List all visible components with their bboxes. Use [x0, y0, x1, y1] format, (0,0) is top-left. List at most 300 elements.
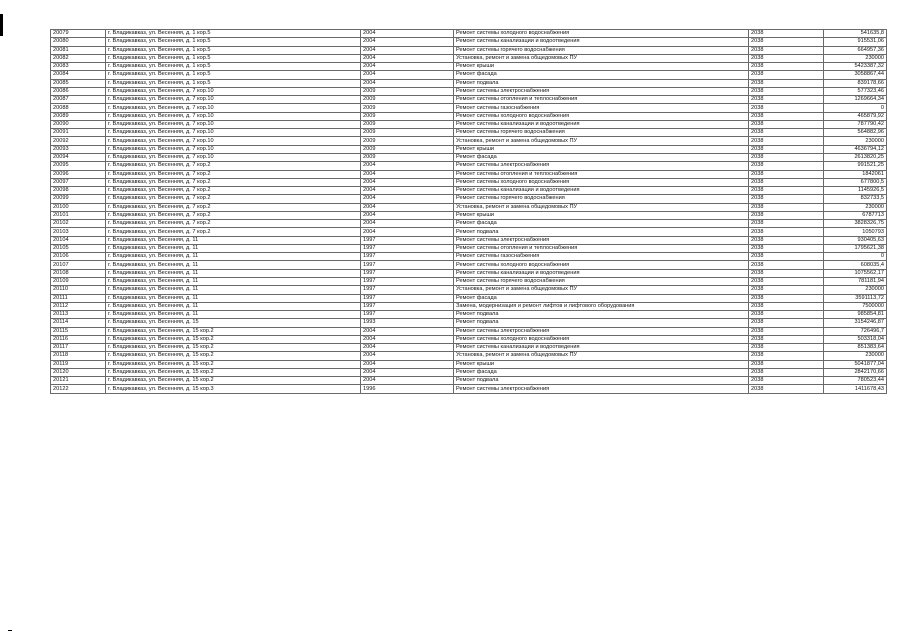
address-cell: г. Владикавказ, ул. Весенняя, д. 1 кор.5 — [106, 38, 361, 46]
row-id-cell: 20114 — [51, 319, 106, 327]
row-id-cell: 20106 — [51, 253, 106, 261]
build-year-cell: 1997 — [361, 286, 454, 294]
row-id-cell: 20087 — [51, 96, 106, 104]
address-cell: г. Владикавказ, ул. Весенняя, д. 7 кор.10 — [106, 96, 361, 104]
build-year-cell: 1993 — [361, 319, 454, 327]
build-year-cell: 2004 — [361, 327, 454, 335]
planned-year-cell: 2038 — [749, 253, 824, 261]
row-id-cell: 20085 — [51, 79, 106, 87]
cost-cell: 677800,5 — [824, 178, 887, 186]
address-cell: г. Владикавказ, ул. Весенняя, д. 7 кор.10 — [106, 112, 361, 120]
address-cell: г. Владикавказ, ул. Весенняя, д. 7 кор.2 — [106, 203, 361, 211]
work-type-cell: Ремонт системы газоснабжения — [454, 253, 749, 261]
table-row — [51, 71, 887, 79]
work-type-cell: Ремонт системы канализации и водоотведения — [454, 344, 749, 352]
planned-year-cell: 2038 — [749, 71, 824, 79]
address-cell: г. Владикавказ, ул. Весенняя, д. 7 кор.10 — [106, 120, 361, 128]
row-id-cell: 20113 — [51, 311, 106, 319]
work-type-cell: Ремонт системы отопления и теплоснабжения — [454, 244, 749, 252]
table-row — [51, 302, 887, 310]
build-year-cell: 2004 — [361, 178, 454, 186]
build-year-cell: 1997 — [361, 244, 454, 252]
build-year-cell: 2004 — [361, 352, 454, 360]
row-id-cell: 20102 — [51, 220, 106, 228]
build-year-cell: 2009 — [361, 137, 454, 145]
row-id-cell: 20116 — [51, 335, 106, 343]
work-type-cell: Ремонт фасада — [454, 153, 749, 161]
planned-year-cell: 2038 — [749, 244, 824, 252]
planned-year-cell: 2038 — [749, 170, 824, 178]
work-type-cell: Ремонт системы электроснабжения — [454, 162, 749, 170]
row-id-cell: 20079 — [51, 30, 106, 38]
address-cell: г. Владикавказ, ул. Весенняя, д. 7 кор.10 — [106, 137, 361, 145]
planned-year-cell: 2038 — [749, 30, 824, 38]
table-row — [51, 79, 887, 87]
document-sheet — [50, 29, 884, 394]
table-row — [51, 311, 887, 319]
work-type-cell: Установка, ремонт и замена общедомовых ПУ — [454, 137, 749, 145]
planned-year-cell: 2038 — [749, 286, 824, 294]
cost-cell: 3154246,87 — [824, 319, 887, 327]
row-id-cell: 20092 — [51, 137, 106, 145]
build-year-cell: 2009 — [361, 129, 454, 137]
work-type-cell: Ремонт системы холодного водоснабжения — [454, 30, 749, 38]
row-id-cell: 20088 — [51, 104, 106, 112]
table-row — [51, 203, 887, 211]
planned-year-cell: 2038 — [749, 327, 824, 335]
build-year-cell: 2004 — [361, 170, 454, 178]
cost-cell: 851383,64 — [824, 344, 887, 352]
cost-cell: 564882,96 — [824, 129, 887, 137]
address-cell: г. Владикавказ, ул. Весенняя, д. 7 кор.2 — [106, 211, 361, 219]
table-row — [51, 377, 887, 385]
address-cell: г. Владикавказ, ул. Весенняя, д. 7 кор.2 — [106, 162, 361, 170]
work-type-cell: Замена, модернизация и ремонт лифтов и лифтового оборудования — [454, 302, 749, 310]
address-cell: г. Владикавказ, ул. Весенняя, д. 11 — [106, 244, 361, 252]
cost-cell: 577323,46 — [824, 87, 887, 95]
address-cell: г. Владикавказ, ул. Весенняя, д. 7 кор.2 — [106, 195, 361, 203]
cost-cell: 991521,25 — [824, 162, 887, 170]
table-row — [51, 385, 887, 393]
cost-cell: 5423387,32 — [824, 63, 887, 71]
table-row — [51, 269, 887, 277]
cost-cell: 3591113,72 — [824, 294, 887, 302]
build-year-cell: 2004 — [361, 63, 454, 71]
build-year-cell: 2009 — [361, 104, 454, 112]
work-type-cell: Ремонт фасада — [454, 71, 749, 79]
work-type-cell: Ремонт системы холодного водоснабжения — [454, 112, 749, 120]
build-year-cell: 2009 — [361, 145, 454, 153]
address-cell: г. Владикавказ, ул. Весенняя, д. 7 кор.10 — [106, 145, 361, 153]
row-id-cell: 20117 — [51, 344, 106, 352]
table-row — [51, 220, 887, 228]
row-id-cell: 20122 — [51, 385, 106, 393]
build-year-cell: 2004 — [361, 368, 454, 376]
table-row — [51, 211, 887, 219]
work-type-cell: Ремонт фасада — [454, 294, 749, 302]
work-type-cell: Ремонт подвала — [454, 377, 749, 385]
cost-cell: 503318,04 — [824, 335, 887, 343]
table-row — [51, 30, 887, 38]
planned-year-cell: 2038 — [749, 377, 824, 385]
table-row — [51, 228, 887, 236]
table-row — [51, 294, 887, 302]
planned-year-cell: 2038 — [749, 120, 824, 128]
row-id-cell: 20121 — [51, 377, 106, 385]
table-row — [51, 63, 887, 71]
work-type-cell: Ремонт системы канализации и водоотведения — [454, 269, 749, 277]
build-year-cell: 2004 — [361, 46, 454, 54]
address-cell: г. Владикавказ, ул. Весенняя, д. 11 — [106, 269, 361, 277]
planned-year-cell: 2038 — [749, 79, 824, 87]
table-row — [51, 236, 887, 244]
table-row — [51, 178, 887, 186]
address-cell: г. Владикавказ, ул. Весенняя, д. 7 кор.10 — [106, 87, 361, 95]
address-cell: г. Владикавказ, ул. Весенняя, д. 15 кор.2 — [106, 344, 361, 352]
address-cell: г. Владикавказ, ул. Весенняя, д. 1 кор.5 — [106, 79, 361, 87]
work-type-cell: Ремонт системы газоснабжения — [454, 104, 749, 112]
address-cell: г. Владикавказ, ул. Весенняя, д. 7 кор.2 — [106, 228, 361, 236]
cost-cell: 1842061 — [824, 170, 887, 178]
address-cell: г. Владикавказ, ул. Весенняя, д. 1 кор.5 — [106, 54, 361, 62]
planned-year-cell: 2038 — [749, 104, 824, 112]
table-row — [51, 327, 887, 335]
address-cell: г. Владикавказ, ул. Весенняя, д. 11 — [106, 302, 361, 310]
planned-year-cell: 2038 — [749, 112, 824, 120]
work-type-cell: Установка, ремонт и замена общедомовых ПУ — [454, 54, 749, 62]
planned-year-cell: 2038 — [749, 129, 824, 137]
cost-cell: 608035,4 — [824, 261, 887, 269]
address-cell: г. Владикавказ, ул. Весенняя, д. 11 — [106, 253, 361, 261]
work-type-cell: Ремонт крыши — [454, 360, 749, 368]
build-year-cell: 2009 — [361, 120, 454, 128]
planned-year-cell: 2038 — [749, 87, 824, 95]
row-id-cell: 20115 — [51, 327, 106, 335]
table-row — [51, 195, 887, 203]
build-year-cell: 1997 — [361, 253, 454, 261]
cost-cell: 787790,42 — [824, 120, 887, 128]
planned-year-cell: 2038 — [749, 187, 824, 195]
build-year-cell: 2004 — [361, 38, 454, 46]
row-id-cell: 20099 — [51, 195, 106, 203]
repair-schedule-table — [50, 29, 887, 394]
address-cell: г. Владикавказ, ул. Весенняя, д. 11 — [106, 261, 361, 269]
row-id-cell: 20094 — [51, 153, 106, 161]
table-row — [51, 319, 887, 327]
planned-year-cell: 2038 — [749, 352, 824, 360]
planned-year-cell: 2038 — [749, 46, 824, 54]
cost-cell: 541635,8 — [824, 30, 887, 38]
planned-year-cell: 2038 — [749, 211, 824, 219]
cost-cell: 4636794,12 — [824, 145, 887, 153]
cost-cell: 1269664,34 — [824, 96, 887, 104]
address-cell: г. Владикавказ, ул. Весенняя, д. 7 кор.10 — [106, 129, 361, 137]
table-row — [51, 344, 887, 352]
cost-cell: 465879,92 — [824, 112, 887, 120]
build-year-cell: 2004 — [361, 54, 454, 62]
row-id-cell: 20090 — [51, 120, 106, 128]
address-cell: г. Владикавказ, ул. Весенняя, д. 15 — [106, 319, 361, 327]
table-row — [51, 38, 887, 46]
planned-year-cell: 2038 — [749, 236, 824, 244]
cost-cell: 7500000 — [824, 302, 887, 310]
work-type-cell: Ремонт крыши — [454, 211, 749, 219]
table-body — [51, 30, 887, 394]
address-cell: г. Владикавказ, ул. Весенняя, д. 11 — [106, 277, 361, 285]
build-year-cell: 2009 — [361, 112, 454, 120]
work-type-cell: Ремонт системы электроснабжения — [454, 385, 749, 393]
work-type-cell: Ремонт подвала — [454, 319, 749, 327]
address-cell: г. Владикавказ, ул. Весенняя, д. 15 кор.2 — [106, 368, 361, 376]
address-cell: г. Владикавказ, ул. Весенняя, д. 15 кор.2 — [106, 327, 361, 335]
cost-cell: 781181,94 — [824, 277, 887, 285]
build-year-cell: 1997 — [361, 261, 454, 269]
table-row — [51, 261, 887, 269]
address-cell: г. Владикавказ, ул. Весенняя, д. 11 — [106, 286, 361, 294]
work-type-cell: Ремонт системы электроснабжения — [454, 87, 749, 95]
cost-cell: 2842170,66 — [824, 368, 887, 376]
row-id-cell: 20111 — [51, 294, 106, 302]
build-year-cell: 2009 — [361, 153, 454, 161]
cost-cell: 985854,81 — [824, 311, 887, 319]
work-type-cell: Ремонт системы горячего водоснабжения — [454, 195, 749, 203]
build-year-cell: 2004 — [361, 335, 454, 343]
row-id-cell: 20112 — [51, 302, 106, 310]
build-year-cell: 2004 — [361, 71, 454, 79]
row-id-cell: 20089 — [51, 112, 106, 120]
build-year-cell: 1997 — [361, 277, 454, 285]
work-type-cell: Ремонт системы отопления и теплоснабжения — [454, 170, 749, 178]
planned-year-cell: 2038 — [749, 203, 824, 211]
row-id-cell: 20108 — [51, 269, 106, 277]
row-id-cell: 20098 — [51, 187, 106, 195]
address-cell: г. Владикавказ, ул. Весенняя, д. 7 кор.2 — [106, 170, 361, 178]
cost-cell: 1050793 — [824, 228, 887, 236]
cost-cell: 230000 — [824, 286, 887, 294]
build-year-cell: 2004 — [361, 344, 454, 352]
build-year-cell: 2004 — [361, 211, 454, 219]
row-id-cell: 20105 — [51, 244, 106, 252]
work-type-cell: Установка, ремонт и замена общедомовых ПУ — [454, 203, 749, 211]
row-id-cell: 20096 — [51, 170, 106, 178]
table-row — [51, 360, 887, 368]
table-row — [51, 153, 887, 161]
build-year-cell: 2009 — [361, 87, 454, 95]
table-row — [51, 129, 887, 137]
table-row — [51, 335, 887, 343]
table-row — [51, 187, 887, 195]
planned-year-cell: 2038 — [749, 302, 824, 310]
address-cell: г. Владикавказ, ул. Весенняя, д. 15 кор.2 — [106, 377, 361, 385]
table-row — [51, 54, 887, 62]
planned-year-cell: 2038 — [749, 385, 824, 393]
work-type-cell: Установка, ремонт и замена общедомовых ПУ — [454, 286, 749, 294]
planned-year-cell: 2038 — [749, 178, 824, 186]
planned-year-cell: 2038 — [749, 360, 824, 368]
table-row — [51, 162, 887, 170]
cost-cell: 1145926,5 — [824, 187, 887, 195]
planned-year-cell: 2038 — [749, 277, 824, 285]
work-type-cell: Ремонт системы горячего водоснабжения — [454, 277, 749, 285]
row-id-cell: 20093 — [51, 145, 106, 153]
build-year-cell: 2004 — [361, 195, 454, 203]
cost-cell: 664957,36 — [824, 46, 887, 54]
work-type-cell: Ремонт системы отопления и теплоснабжения — [454, 96, 749, 104]
work-type-cell: Ремонт системы электроснабжения — [454, 327, 749, 335]
cost-cell: 3828326,75 — [824, 220, 887, 228]
cost-cell: 3058867,44 — [824, 71, 887, 79]
planned-year-cell: 2038 — [749, 63, 824, 71]
build-year-cell: 2004 — [361, 228, 454, 236]
cost-cell: 230000 — [824, 352, 887, 360]
cost-cell: 230000 — [824, 203, 887, 211]
build-year-cell: 2009 — [361, 96, 454, 104]
address-cell: г. Владикавказ, ул. Весенняя, д. 1 кор.5 — [106, 30, 361, 38]
row-id-cell: 20120 — [51, 368, 106, 376]
work-type-cell: Ремонт подвала — [454, 228, 749, 236]
cost-cell: 230000 — [824, 137, 887, 145]
address-cell: г. Владикавказ, ул. Весенняя, д. 15 кор.2 — [106, 352, 361, 360]
row-id-cell: 20110 — [51, 286, 106, 294]
cost-cell: 915531,06 — [824, 38, 887, 46]
build-year-cell: 2004 — [361, 203, 454, 211]
work-type-cell: Ремонт крыши — [454, 63, 749, 71]
table-row — [51, 286, 887, 294]
row-id-cell: 20083 — [51, 63, 106, 71]
work-type-cell: Ремонт системы холодного водоснабжения — [454, 261, 749, 269]
work-type-cell: Ремонт системы канализации и водоотведения — [454, 120, 749, 128]
address-cell: г. Владикавказ, ул. Весенняя, д. 7 кор.2 — [106, 178, 361, 186]
planned-year-cell: 2038 — [749, 261, 824, 269]
planned-year-cell: 2038 — [749, 269, 824, 277]
table-row — [51, 253, 887, 261]
build-year-cell: 1997 — [361, 236, 454, 244]
planned-year-cell: 2038 — [749, 294, 824, 302]
row-id-cell: 20104 — [51, 236, 106, 244]
table-row — [51, 87, 887, 95]
work-type-cell: Ремонт системы холодного водоснабжения — [454, 335, 749, 343]
table-row — [51, 244, 887, 252]
build-year-cell: 2004 — [361, 360, 454, 368]
address-cell: г. Владикавказ, ул. Весенняя, д. 1 кор.5 — [106, 46, 361, 54]
cost-cell: 726496,7 — [824, 327, 887, 335]
cost-cell: 1075562,17 — [824, 269, 887, 277]
planned-year-cell: 2038 — [749, 54, 824, 62]
work-type-cell: Ремонт подвала — [454, 311, 749, 319]
cost-cell: 230000 — [824, 54, 887, 62]
address-cell: г. Владикавказ, ул. Весенняя, д. 1 кор.5 — [106, 63, 361, 71]
planned-year-cell: 2038 — [749, 195, 824, 203]
work-type-cell: Ремонт крыши — [454, 145, 749, 153]
work-type-cell: Ремонт системы канализации и водоотведения — [454, 38, 749, 46]
row-id-cell: 20086 — [51, 87, 106, 95]
row-id-cell: 20101 — [51, 211, 106, 219]
work-type-cell: Ремонт подвала — [454, 79, 749, 87]
build-year-cell: 1997 — [361, 269, 454, 277]
build-year-cell: 2004 — [361, 79, 454, 87]
cost-cell: 0 — [824, 253, 887, 261]
planned-year-cell: 2038 — [749, 38, 824, 46]
planned-year-cell: 2038 — [749, 368, 824, 376]
row-id-cell: 20095 — [51, 162, 106, 170]
work-type-cell: Ремонт системы канализации и водоотведения — [454, 187, 749, 195]
cost-cell: 1795621,38 — [824, 244, 887, 252]
table-row — [51, 368, 887, 376]
row-id-cell: 20109 — [51, 277, 106, 285]
planned-year-cell: 2038 — [749, 335, 824, 343]
row-id-cell: 20080 — [51, 38, 106, 46]
address-cell: г. Владикавказ, ул. Весенняя, д. 1 кор.5 — [106, 71, 361, 79]
work-type-cell: Ремонт системы холодного водоснабжения — [454, 178, 749, 186]
planned-year-cell: 2038 — [749, 162, 824, 170]
cost-cell: 5041877,04 — [824, 360, 887, 368]
build-year-cell: 2004 — [361, 377, 454, 385]
cost-cell: 780523,44 — [824, 377, 887, 385]
row-id-cell: 20118 — [51, 352, 106, 360]
cost-cell: 2613820,25 — [824, 153, 887, 161]
work-type-cell: Ремонт фасада — [454, 368, 749, 376]
work-type-cell: Установка, ремонт и замена общедомовых ПУ — [454, 352, 749, 360]
left-margin-mark — [0, 14, 3, 36]
row-id-cell: 20107 — [51, 261, 106, 269]
build-year-cell: 2004 — [361, 30, 454, 38]
build-year-cell: 1996 — [361, 385, 454, 393]
planned-year-cell: 2038 — [749, 344, 824, 352]
address-cell: г. Владикавказ, ул. Весенняя, д. 11 — [106, 236, 361, 244]
cost-cell: 832733,5 — [824, 195, 887, 203]
address-cell: г. Владикавказ, ул. Весенняя, д. 15 кор.2 — [106, 335, 361, 343]
address-cell: г. Владикавказ, ул. Весенняя, д. 7 кор.2 — [106, 187, 361, 195]
table-row — [51, 352, 887, 360]
build-year-cell: 2004 — [361, 220, 454, 228]
work-type-cell: Ремонт системы горячего водоснабжения — [454, 46, 749, 54]
work-type-cell: Ремонт системы горячего водоснабжения — [454, 129, 749, 137]
planned-year-cell: 2038 — [749, 220, 824, 228]
row-id-cell: 20119 — [51, 360, 106, 368]
row-id-cell: 20084 — [51, 71, 106, 79]
table-row — [51, 170, 887, 178]
row-id-cell: 20082 — [51, 54, 106, 62]
table-row — [51, 112, 887, 120]
address-cell: г. Владикавказ, ул. Весенняя, д. 11 — [106, 294, 361, 302]
planned-year-cell: 2038 — [749, 319, 824, 327]
table-row — [51, 96, 887, 104]
address-cell: г. Владикавказ, ул. Весенняя, д. 11 — [106, 311, 361, 319]
planned-year-cell: 2038 — [749, 96, 824, 104]
row-id-cell: 20100 — [51, 203, 106, 211]
row-id-cell: 20091 — [51, 129, 106, 137]
planned-year-cell: 2038 — [749, 145, 824, 153]
planned-year-cell: 2038 — [749, 137, 824, 145]
planned-year-cell: 2038 — [749, 153, 824, 161]
row-id-cell: 20081 — [51, 46, 106, 54]
cost-cell: 839178,66 — [824, 79, 887, 87]
bottom-margin-mark — [8, 630, 12, 631]
build-year-cell: 1997 — [361, 294, 454, 302]
work-type-cell: Ремонт системы электроснабжения — [454, 236, 749, 244]
cost-cell: 1411678,43 — [824, 385, 887, 393]
table-row — [51, 137, 887, 145]
cost-cell: 930405,63 — [824, 236, 887, 244]
address-cell: г. Владикавказ, ул. Весенняя, д. 7 кор.10 — [106, 104, 361, 112]
row-id-cell: 20103 — [51, 228, 106, 236]
address-cell: г. Владикавказ, ул. Весенняя, д. 7 кор.10 — [106, 153, 361, 161]
address-cell: г. Владикавказ, ул. Весенняя, д. 15 кор.3 — [106, 385, 361, 393]
build-year-cell: 2004 — [361, 187, 454, 195]
table-row — [51, 46, 887, 54]
table-row — [51, 104, 887, 112]
table-row — [51, 277, 887, 285]
